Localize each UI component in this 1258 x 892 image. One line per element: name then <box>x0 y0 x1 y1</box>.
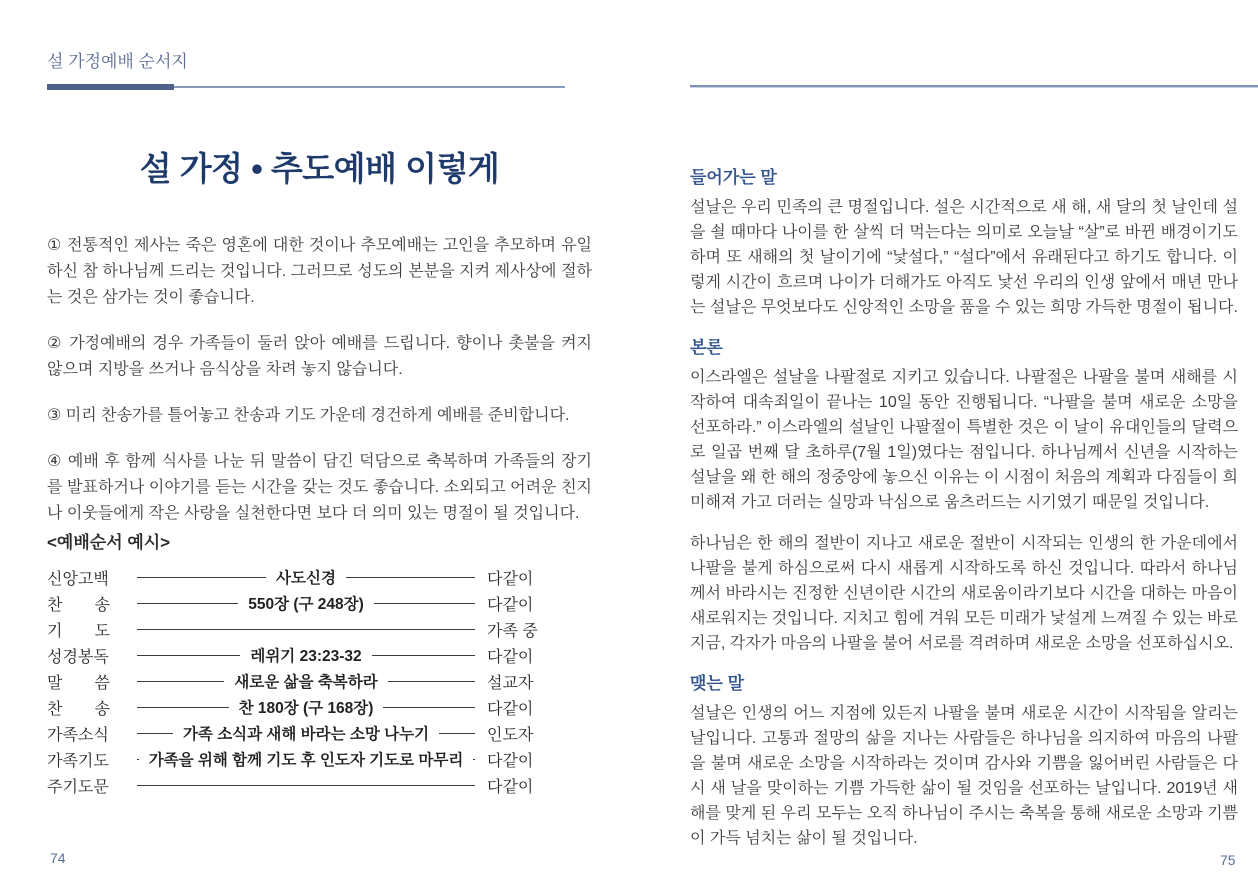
order-performer: 다같이 <box>487 570 534 588</box>
order-rule-line <box>137 696 475 718</box>
worship-order-heading: <예배순서 예시> <box>47 533 171 552</box>
guideline-paragraph-3: ③ 미리 찬송가를 틀어놓고 찬송과 기도 가운데 경건하게 예배를 준비합니다. <box>47 407 570 424</box>
order-content: 550장 (구 248장) <box>248 596 364 613</box>
order-rule-line <box>137 748 475 770</box>
guideline-paragraph-4: ④ 예배 후 함께 식사를 나눈 뒤 말씀이 담긴 덕담으로 축복하며 가족들의 장기를 발표하거나 이야기를 듣는 시간을 갖는 것도 좋습니다. 소외되고 어려운 친지나 이웃들에게 작은 사랑을 실천한다면 보다 더 의미 있는 명절이 될 것입니다. <box>47 453 592 522</box>
order-content: 가족을 위해 함께 기도 후 인도자 기도로 마무리 <box>148 752 464 769</box>
order-row <box>47 668 549 694</box>
page-title: 설 가정 • 추도예배 이렇게 <box>139 150 500 187</box>
order-rule-line <box>137 592 475 614</box>
order-performer: 설교자 <box>487 674 534 692</box>
order-content: 가족 소식과 새해 바라는 소망 나누기 <box>182 726 430 743</box>
page-number-left: 74 <box>50 850 66 866</box>
order-content: 레위기 23:23-32 <box>250 648 362 665</box>
order-content: 찬 180장 (구 168장) <box>238 700 374 717</box>
order-row <box>47 564 549 590</box>
section-paragraph: 이스라엘은 설날을 나팔절로 지키고 있습니다. 나팔절은 나팔을 불며 새해를 시작하여 대속죄일이 끝나는 10일 동안 진행됩니다. “나팔을 불며 새로운 소망을 선포하라.” 이스라엘의 설날인 나팔절이 특별한 것은 이 날이 유대인들의 달력으로 일곱 번째 달 초하루(7월 1일)였다는 점입니다. 하나님께서 신년을 시작하는 설날을 왜 한 해의 정중앙에 놓으신 이유는 이 시점이 처음의 계획과 다짐들이 희미해져 가고 더러는 실망과 낙심으로 움츠러드는 시기였기 때문일 것입니다. <box>690 369 1238 511</box>
order-label: 가족소식 <box>47 726 109 744</box>
running-header-title: 설 가정예배 순서지 <box>47 52 188 71</box>
order-row <box>47 746 549 772</box>
right-page-body <box>690 166 1238 867</box>
order-label: 가족기도 <box>47 752 109 770</box>
header-rule-right <box>690 85 1258 87</box>
order-performer: 가족 중 <box>487 622 538 640</box>
guideline-paragraph-2: ② 가정예배의 경우 가족들이 둘러 앉아 예배를 드립니다. 향이나 촛불을 켜지 않으며 지방을 쓰거나 음식상을 차려 놓지 않습니다. <box>47 335 592 378</box>
order-performer: 다같이 <box>487 752 534 770</box>
order-performer: 다같이 <box>487 648 534 666</box>
order-rule-line <box>137 629 475 630</box>
section-heading-closing: 맺는 말 <box>690 674 744 693</box>
order-label: 주기도문 <box>47 778 109 796</box>
order-rule-line <box>137 670 475 692</box>
order-row <box>47 590 549 616</box>
header-rule-accent-bar <box>47 84 174 90</box>
section-paragraph: 하나님은 한 해의 절반이 지나고 새로운 절반이 시작되는 인생의 한 가운데에서 나팔을 불게 하심으로써 다시 새롭게 시작하도록 하신 것입니다. 따라서 하나님께서 바라시는 진정한 신년이란 시간의 새로움이라기보다 시간을 대하는 마음이 새로워지는 것입니다. 지치고 힘에 겨워 모든 미래가 낯설게 느껴질 수 있는 바로 지금, 각자가 마음의 나팔을 불어 서로를 격려하며 새로운 소망을 선포하십시오. <box>690 535 1238 652</box>
order-row <box>47 772 549 798</box>
order-rule-line <box>137 644 475 666</box>
order-performer: 다같이 <box>487 596 534 614</box>
order-row <box>47 720 549 746</box>
order-content: 사도신경 <box>276 570 336 587</box>
order-label: 찬 송 <box>47 700 110 718</box>
order-rule-line <box>137 785 475 786</box>
order-performer: 다같이 <box>487 700 534 718</box>
order-content: 새로운 삶을 축복하라 <box>234 674 378 691</box>
order-label: 성경봉독 <box>47 648 109 666</box>
section-heading-intro: 들어가는 말 <box>690 168 777 187</box>
order-rule-line <box>137 722 475 744</box>
order-label: 말 씀 <box>47 674 110 692</box>
order-label: 찬 송 <box>47 596 110 614</box>
order-row <box>47 642 549 668</box>
worship-order-list <box>47 530 549 798</box>
order-label: 신앙고백 <box>47 570 109 588</box>
section-paragraph: 설날은 우리 민족의 큰 명절입니다. 설은 시간적으로 새 해, 새 달의 첫 날인데 설을 쇨 때마다 나이를 한 살씩 더 먹는다는 의미로 오늘날 “살”로 바뀐 배경이기도 하며 또 새해의 첫 날이기에 “낯설다,” “설다”에서 유래된다고 하기도 합니다. 이렇게 시간이 흐르며 나이가 더해가도 아직도 낯선 우리의 인생 앞에서 매년 만나는 설날은 무엇보다도 신앙적인 소망을 품을 수 있는 희망 가득한 명절이 됩니다. <box>690 199 1238 316</box>
guideline-paragraph-1: ① 전통적인 제사는 죽은 영혼에 대한 것이나 추모예배는 고인을 추모하며 유일하신 참 하나님께 드리는 것입니다. 그러므로 성도의 본분을 지켜 제사상에 절하는 것은 삼가는 것이 좋습니다. <box>47 237 592 306</box>
order-performer: 인도자 <box>487 726 534 744</box>
order-rule-line <box>137 566 475 588</box>
page-number-right: 75 <box>1220 852 1236 868</box>
order-row <box>47 694 549 720</box>
order-label: 기 도 <box>47 622 110 640</box>
section-heading-main: 본론 <box>690 338 723 357</box>
order-performer: 다같이 <box>487 778 534 796</box>
order-row <box>47 616 549 642</box>
left-page-body <box>47 233 592 547</box>
section-paragraph: 설날은 인생의 어느 지점에 있든지 나팔을 불며 새로운 시간이 시작됨을 알리는 날입니다. 고통과 절망의 삶을 지나는 사람들은 하나님을 의지하여 마음의 나팔을 불며 새로운 소망을 시작하라는 것이며 감사와 기쁨을 잃어버린 사람들은 다시 새 날을 맞이하는 기쁨 가득한 삶이 될 것임을 선포하는 날입니다. 2019년 새해를 맞게 된 우리 모두는 오직 하나님이 주시는 축복을 통해 새로운 소망과 기쁨이 가득 넘치는 삶이 될 것입니다. <box>690 705 1238 847</box>
